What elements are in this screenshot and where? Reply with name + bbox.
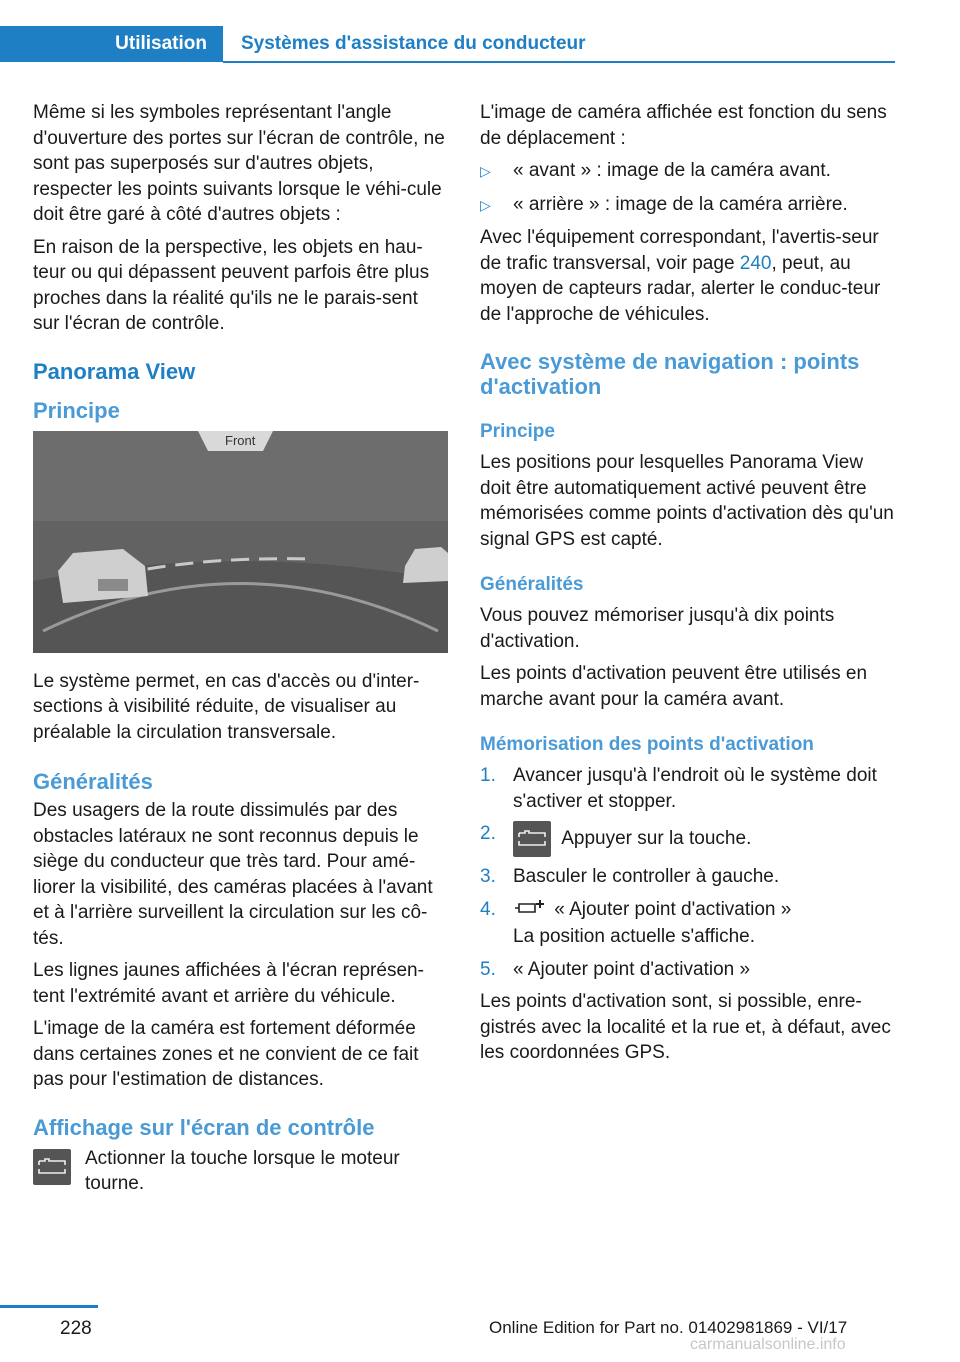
- page-number: 228: [60, 1318, 92, 1339]
- triangle-bullet-icon: ▷: [480, 163, 491, 179]
- triangle-bullet-icon: ▷: [480, 196, 491, 213]
- paragraph: L'image de la caméra est fortement déformée dans certaines zones et ne convient de ce fait pas pour l'estimation de distances.: [33, 1018, 419, 1090]
- watermark: carmanualsonline.info: [690, 1336, 846, 1353]
- camera-button-icon: [513, 821, 551, 857]
- step-item: 2. Appuyer sur la touche.: [480, 821, 896, 857]
- heading-principe: Principe: [480, 421, 555, 442]
- step-result: La position actuelle s'affiche.: [513, 926, 755, 947]
- step-item: 4. « Ajouter point d'activation »: [480, 898, 792, 920]
- section-tab: Utilisation: [0, 26, 223, 62]
- page-link[interactable]: 240: [739, 252, 772, 274]
- button-instruction: [33, 1146, 448, 1204]
- heading-memorisation: Mémorisation des points d'activation: [480, 734, 814, 755]
- camera-scene: [33, 431, 448, 653]
- left-column: [33, 100, 448, 1204]
- panorama-camera-image: [33, 431, 448, 653]
- paragraph: Le système permet, en cas d'accès ou d'inter-sections à visibilité réduite, de visualiser au préalable la circulation transversale.: [33, 670, 420, 743]
- paragraph: Les points d'activation sont, si possible, enre-gistrés avec la localité et la rue et, à défaut, avec les coordonnées GPS.: [480, 991, 891, 1063]
- edition-note: Online Edition for Part no. 01402981869 - VI/17: [489, 1318, 848, 1337]
- paragraph: Vous pouvez mémoriser jusqu'à dix points d'activation.: [480, 605, 835, 652]
- paragraph: Même si les symboles représentant l'angle d'ouverture des portes sur l'écran de contrôle, ne sont pas superposés sur d'autres objets, respecter les points suivants lorsque le véhi-cule doit être garé à côté d'autres objets :: [33, 102, 445, 225]
- list-item: ▷ « avant » : image de la caméra avant.: [480, 158, 896, 185]
- front-label: Front: [225, 432, 256, 448]
- step-item: 5. « Ajouter point d'activation »: [480, 958, 751, 980]
- heading-generalites: Généralités: [480, 574, 584, 595]
- right-column: [480, 100, 896, 1073]
- heading-principe: Principe: [33, 397, 120, 423]
- paragraph: Actionner la touche lorsque le moteur tourne.: [85, 1147, 400, 1194]
- step-item: 3. Basculer le controller à gauche.: [480, 866, 780, 887]
- footer-rule: [0, 1305, 98, 1308]
- heading-generalites: Généralités: [33, 769, 153, 794]
- paragraph: L'image de caméra affichée est fonction du sens de déplacement :: [480, 102, 887, 149]
- heading-navigation: Avec système de navigation : points d'activation: [480, 349, 860, 399]
- paragraph: Avec l'équipement correspondant, l'avertis-seur de trafic transversal, voir page 240, peut, au moyen de capteurs radar, alerter le conduc-teur de l'approche de véhicules.: [480, 227, 881, 325]
- paragraph: En raison de la perspective, les objets en hau-teur ou qui dépassent peuvent parfois être plus proches dans la réalité qu'ils ne le parais-sent sur l'écran de contrôle.: [33, 236, 430, 334]
- camera-button-icon: [33, 1149, 71, 1185]
- paragraph: Les lignes jaunes affichées à l'écran représen-tent l'extrémité avant et arrière du véhicule.: [33, 960, 424, 1007]
- paragraph: Les points d'activation peuvent être utilisés en marche avant pour la caméra avant.: [480, 663, 868, 710]
- list-item: ▷ « arrière » : image de la caméra arrière.: [480, 192, 896, 219]
- chapter-title: Systèmes d'assistance du conducteur: [241, 33, 586, 54]
- heading-affichage: Affichage sur l'écran de contrôle: [33, 1114, 375, 1140]
- paragraph: Les positions pour lesquelles Panorama View doit être automatiquement activé peuvent être mémorisées comme points d'activation dès qu'un signal GPS est capté.: [480, 452, 894, 550]
- header-rule: [223, 61, 895, 63]
- add-activation-point-icon: [513, 898, 545, 918]
- step-item: 1. Avancer jusqu'à l'endroit où le système doit s'activer et stopper.: [480, 765, 877, 812]
- paragraph: Des usagers de la route dissimulés par des obstacles latéraux ne sont reconnus depuis le siège du conducteur que très tard. Pour amé-liorer la visibilité, des caméras placées à l'avant et à l'arrière surveillent la circulation sur les cô-tés.: [33, 800, 433, 949]
- heading-panorama: Panorama View: [33, 358, 196, 384]
